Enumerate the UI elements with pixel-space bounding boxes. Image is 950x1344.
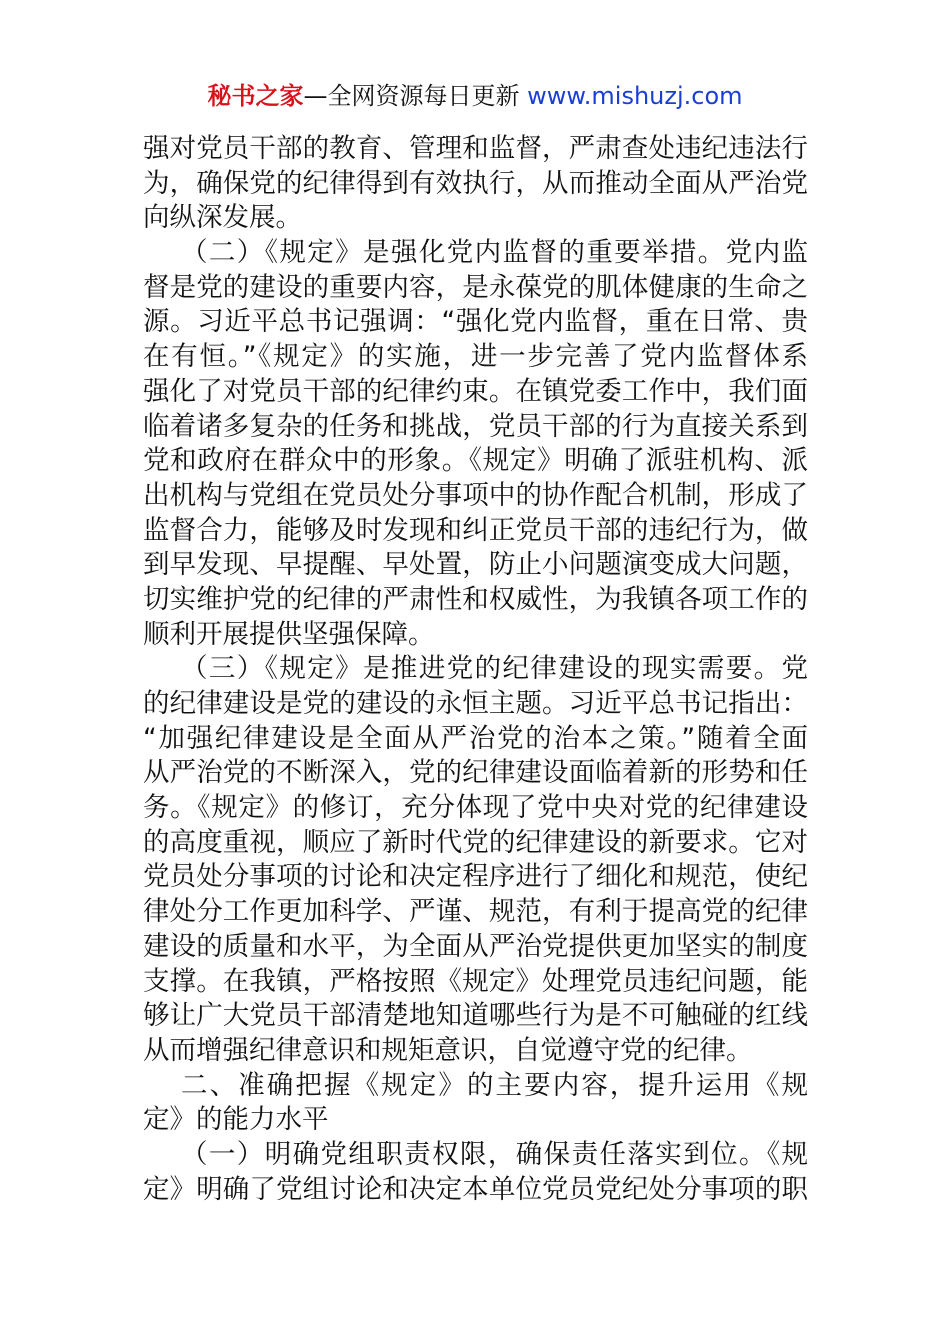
text-line: “加强纪律建设是全面从严治党的治本之策。”随着全面 bbox=[143, 722, 808, 754]
page-header bbox=[0, 78, 950, 114]
text-line: 强化了对党员干部的纪律约束。在镇党委工作中，我们面 bbox=[143, 375, 808, 407]
text-line: 在有恒。”《规定》的实施，进一步完善了党内监督体系 bbox=[143, 341, 808, 373]
text-line: 向纵深发展。 bbox=[143, 202, 302, 234]
text-line: 的高度重视，顺应了新时代党的纪律建设的新要求。它对 bbox=[143, 826, 808, 858]
site-brand: 秘书之家 bbox=[207, 82, 304, 110]
text-line: （一）明确党组职责权限，确保责任落实到位。《规 bbox=[181, 1138, 808, 1170]
text-line: 定》的能力水平 bbox=[143, 1104, 329, 1136]
site-url[interactable]: www.mishuzj.com bbox=[527, 82, 743, 110]
text-line: 强对党员干部的教育、管理和监督，严肃查处违纪违法行 bbox=[143, 133, 808, 164]
text-line: 的纪律建设是党的建设的永恒主题。习近平总书记指出： bbox=[143, 688, 808, 719]
text-line: 务。《规定》的修订，充分体现了党中央对党的纪律建设 bbox=[143, 792, 808, 824]
text-line: 临着诸多复杂的任务和挑战，党员干部的行为直接关系到 bbox=[143, 410, 808, 442]
text-line: 为，确保党的纪律得到有效执行，从而推动全面从严治党 bbox=[143, 167, 808, 199]
document-body bbox=[143, 132, 808, 1207]
text-line: 党和政府在群众中的形象。《规定》明确了派驻机构、派 bbox=[143, 445, 808, 477]
text-line: 律处分工作更加科学、严谨、规范，有利于提高党的纪律 bbox=[143, 896, 808, 928]
text-line: 党员处分事项的讨论和决定程序进行了细化和规范，使纪 bbox=[143, 861, 808, 893]
text-line: 建设的质量和水平，为全面从严治党提供更加坚实的制度 bbox=[143, 930, 808, 962]
text-line: （二）《规定》是强化党内监督的重要举措。党内监 bbox=[181, 237, 808, 269]
text-line: 顺利开展提供坚强保障。 bbox=[143, 618, 435, 650]
text-line: 源。习近平总书记强调：“强化党内监督，重在日常、贵 bbox=[143, 306, 808, 338]
text-line: 够让广大党员干部清楚地知道哪些行为是不可触碰的红线 bbox=[143, 1000, 808, 1032]
site-tagline: —全网资源每日更新 bbox=[303, 82, 528, 110]
text-line: 从严治党的不断深入，党的纪律建设面临着新的形势和任 bbox=[143, 757, 808, 789]
text-line: 督是党的建设的重要内容，是永葆党的肌体健康的生命之 bbox=[143, 271, 808, 303]
text-line: 二、准确把握《规定》的主要内容，提升运用《规 bbox=[181, 1069, 808, 1101]
text-line: 监督合力，能够及时发现和纠正党员干部的违纪行为，做 bbox=[143, 514, 808, 546]
text-line: 到早发现、早提醒、早处置，防止小问题演变成大问题， bbox=[143, 549, 808, 581]
text-line: 出机构与党组在党员处分事项中的协作配合机制，形成了 bbox=[143, 479, 808, 511]
text-line: 支撑。在我镇，严格按照《规定》处理党员违纪问题，能 bbox=[143, 965, 808, 997]
text-line: （三）《规定》是推进党的纪律建设的现实需要。党 bbox=[181, 653, 808, 685]
text-line: 从而增强纪律意识和规矩意识，自觉遵守党的纪律。 bbox=[143, 1034, 753, 1066]
text-line: 定》明确了党组讨论和决定本单位党员党纪处分事项的职 bbox=[143, 1173, 808, 1205]
text-line: 切实维护党的纪律的严肃性和权威性，为我镇各项工作的 bbox=[143, 583, 808, 615]
